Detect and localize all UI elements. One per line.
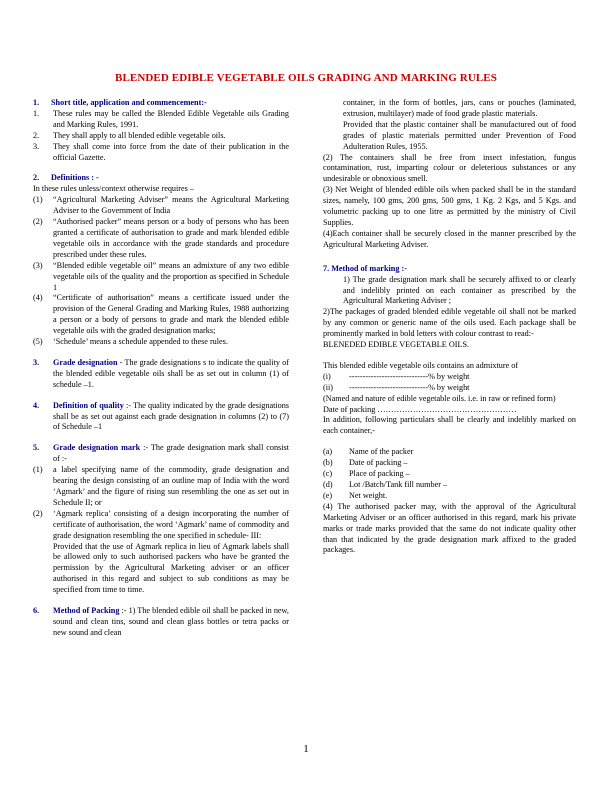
list-item: (i) -----------------------------% by weight [323,371,470,381]
list-item: 1. These rules may be called the Blended Edible Vegetable oils Grading and Marking Rules, 1991. [33,108,289,129]
section-number: 2. [33,173,40,183]
list-item: (4) “Certificate of authorisation” means a certificate issued under the provision of the General Grading and Marking Rules, 1988 authorizing a person or a body of persons to grade and mark the blended edible vegetable oils with the graded designation marks; [33,293,289,336]
list-item: (1) “Agricultural Marketing Adviser” means the Agricultural Marketing Adviser to the Government of India [33,195,289,216]
section-text: The quality indicated by the grade designations shall be as set out against each grade designation in columns (2) to (7) of Schedule –1 [53,400,289,432]
section-text: The grade designations s to indicate the quality of the blended edible vegetable oils shall be as set out in column (1) of schedule –1. [53,357,289,389]
section-number: 7. [323,263,330,273]
section-number: 5. [33,443,40,453]
paragraph: This blended edible vegetable oils contains an admixture of [323,360,519,370]
page-number: 1 [303,743,309,755]
section-number: 4. [33,400,40,410]
proviso-text: Provided that the use of Agmark replica in lieu of Agmark labels shall be allowed only to such authorised packers who have be granted the permission by the Agricultural Marketing adviser or an officer authorised in this regard and subject to sub conditions as may be specified from time to time. [53,541,289,595]
section-heading: Short title, application and commencement [51,98,202,107]
list-item: 3. They shall come into force from the date of their publication in the official Gazette. [33,141,289,162]
list-item: (2) ‘Agmark replica’ consisting of a design incorporating the number of certificate of authorisation, the word ‘Agmark’ name of commodity and grade designation resembling the one specified in schedule- III: [33,508,289,540]
section-heading: Method of Packing [53,606,120,616]
page-title: BLENDED EDIBLE VEGETABLE OILS GRADING AND MARKING RULES [115,72,497,84]
list-item: (a) Name of the packer [323,447,414,457]
section-6: 6. Method of Packing :- 1) The blended edible oil shall be packed in new, sound and clean tins, sound and clean glass bottles or tetra packs or new sound and clean [33,606,289,637]
section-2: 2. Definitions : - In these rules unless/context otherwise requires – (1) “Agricultural Marketing Adviser” means the Agricultural Marketing Adviser to the Government of India (2) “Authorised packer” means person or a body of persons who has been granted a certificate of authorisation to grade and mark blended edible vegetable oils in accordance with the grade standards and procedure prescribed under these rules. (3) “Blended edible vegetable oil” means an admixture of any two edible vegetable oils of the quality and the proportion as specified in Schedule 1 (4) “Certificate of authorisation” means a certificate issued under the provision of the General Grading and Marking Rules, 1988 authorizing a person or a body of persons to grade and mark the blended edible vegetable oils with the graded designation marks; (5) ‘Schedule’ means a schedule appended to these rules. [33,173,289,347]
list-item: (d) Lot /Batch/Tank fill number – [323,480,448,489]
section-heading: Method of marking [331,263,400,273]
section-heading: Definition of quality [53,400,124,410]
paragraph: (4)Each container shall be securely closed in the manner prescribed by the Agricultural Marketing Adviser. [323,228,576,249]
list-item: (ii) -----------------------------% by weight [323,382,470,392]
paragraph: 1) The grade designation mark shall be securely affixed to or clearly and indelibly printed on each container as prescribed by the Agricultural Marketing Adviser ; [343,274,576,306]
list-item: (2) “Authorised packer” means person or a body of persons who has been granted a certificate of authorisation to grade and mark blended edible vegetable oils in accordance with the grade standards and procedure prescribed under these rules. [33,217,289,259]
list-item: (3) “Blended edible vegetable oil” means an admixture of any two edible vegetable oils of the quality and the proportion as specified in Schedule 1 [33,260,289,292]
proviso-text: Provided that the plastic container shall be manufactured out of food grades of plastic materials permitted under Prevention of Food Adulteration Rules, 1955. [343,119,576,151]
section-number: 6. [33,606,40,616]
continued-text: container, in the form of bottles, jars, cans or pouches (laminated, extrusion, multilayer) made of food grade plastic materials. [343,98,576,118]
paragraph: In addition, following particulars shall be clearly and indelibly marked on each container,- [323,415,576,436]
left-column [33,98,289,639]
paragraph: 2)The packages of graded blended edible vegetable oil shall not be marked by any common or generic name of the oils used. Each package shall be prominently marked in bold letters with colour contrast to read:- [323,307,576,339]
section-1: 1. Short title, application and commencement:- 1. These rules may be called the Blended Edible Vegetable oils Grading and Marking Rules, 1991. 2. They shall apply to all blended edible vegetable oils. 3. They shall come into force from the date of their publication in the official Gazette. [33,98,289,162]
right-column [323,98,576,556]
section-5: 5. Grade designation mark :- The grade designation mark shall consist of :- (1) a label specifying name of the commodity, grade designation and bearing the design consisting of an outline map of India with the word ‘Agmark’ and the figure of rising sun resembling the one as set out in Schedule II; or (2) ‘Agmark replica’ consisting of a design incorporating the number of certificate of authorisation, the word ‘Agmark’ name of commodity and grade designation resembling the one specified in schedule- III: Provided that the use of Agmark replica in lieu of Agmark labels shall be allowed only to such authorised packers who have be granted the permission by the Agricultural Marketing adviser or an officer authorised in this regard and subject to sub conditions as may be specified from time to time. [33,443,289,595]
list-item: (b) Date of packing – [323,458,408,468]
section-text: 1) The blended edible oil shall be packed in new, sound and clean tins, sound and clean glass bottles or tetra packs or new sound and clean [53,606,289,637]
list-item: 2. They shall apply to all blended edible vegetable oils. [33,130,226,140]
section-heading: Definitions [51,173,90,183]
paragraph: (3) Net Weight of blended edible oils when packed shall be in the standard sizes, namely, 100 gms, 200 gms, 500 gms, 1 Kg. 2 Kgs, and 5 Kgs. and volumetric packing up to one litre as permitted by the ministry of Civil Supplies. [323,185,576,227]
definitions-intro: In these rules unless/context otherwise requires – [33,184,194,194]
paragraph: (4) The authorised packer may, with the approval of the Agricultural Marketing Adviser or an officer authorised in this regard, mark his private marks or trade marks provided that the same do not indicate quality other than that indicated by the grade designation mark affixed to the graded packages. [323,501,576,555]
section-7: 7. Method of marking :- 1) The grade designation mark shall be securely affixed to or clearly and indelibly printed on each container as prescribed by the Agricultural Marketing Adviser ; 2)The packages of graded blended edible vegetable oil shall not be marked by any common or generic name of the oils used. Each package shall be prominently marked in bold letters with colour contrast to read:- BLENEDED EDIBLE VEGETABLE OILS. [323,263,576,350]
section-text: The grade designation mark shall consist of :- [53,443,289,464]
list-item: (e) Net weight. [323,490,388,500]
list-item: (1) a label specifying name of the commodity, grade designation and bearing the design consisting of an outline map of India with the word ‘Agmark’ and the figure of rising sun resembling the one as set out in Schedule II; or [33,465,289,507]
list-item: (c) Place of packing – [323,469,410,479]
section-number: 3. [33,357,40,367]
marking-text: BLENEDED EDIBLE VEGETABLE OILS. [323,340,470,350]
admixture-block [323,361,576,437]
section-heading: Grade designation [53,357,118,367]
date-of-packing: Date of packing …………………………………………… [323,404,517,414]
paragraph: (Named and nature of edible vegetable oils. i.e. in raw or refined form) [323,393,556,403]
section-3: 3. Grade designation - The grade designations s to indicate the quality of the blended edible vegetable oils shall be as set out in column (1) of schedule –1. [33,357,289,389]
particulars-list [323,447,576,556]
paragraph: (2) The containers shall be free from insect infestation, fungus contamination, rust, imparting colour or deleterious substances or any undesirable or obnoxious smell. [323,152,576,184]
list-item: (5) ‘Schedule’ means a schedule appended to these rules. [33,337,228,347]
section-4: 4. Definition of quality :- The quality indicated by the grade designations shall be as set out against each grade designation in columns (2) to (7) of Schedule –1 [33,400,289,432]
section-number: 1. [33,98,40,107]
section-heading: Grade designation mark [53,443,141,453]
